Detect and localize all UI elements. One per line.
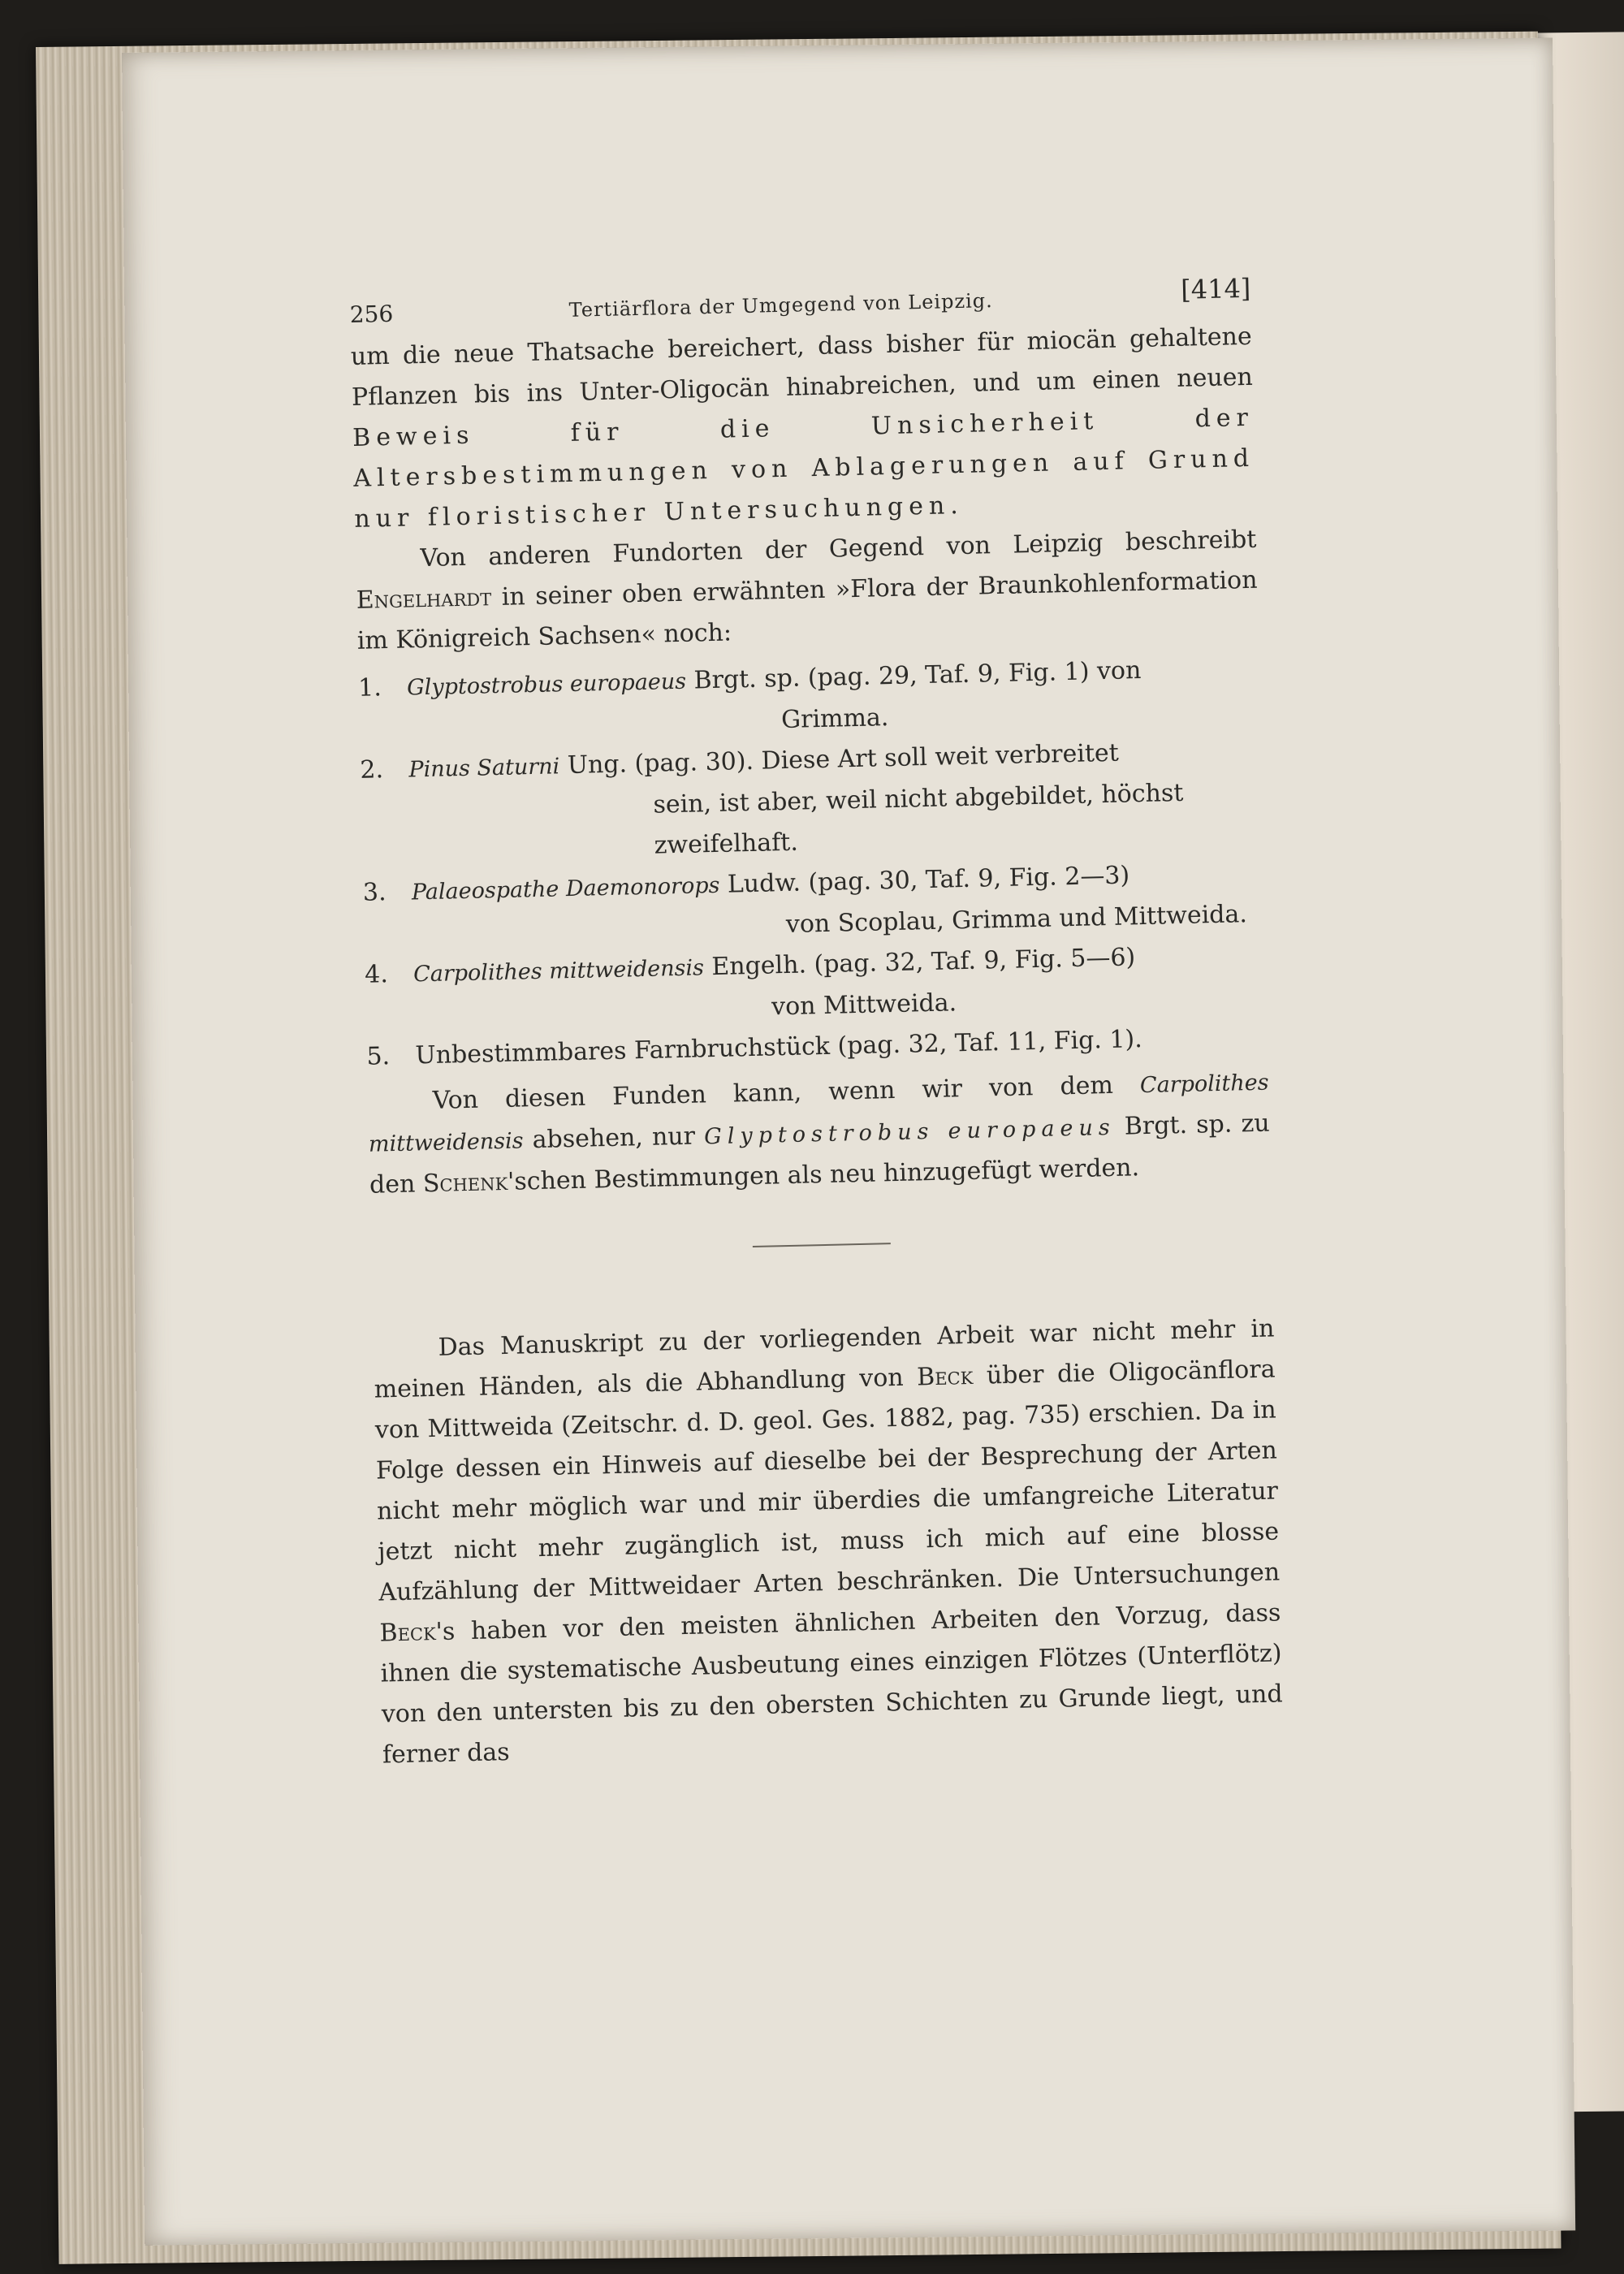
- paragraph-4-text-b: über die Oligocänflora von Mittweida (Zeitschr. d. D. geol. Ges. 1882, pag. 735) erschien. Da in Folge dessen ein Hinweis auf dieselbe bei der Besprechung der Arten nicht mehr möglich war und mir überdies die umfangreiche Literatur jetzt nicht mehr zugänglich ist, muss ich mich auf eine blosse Aufzählung der Mittweidaer Arten beschränken. Die Untersuchungen: [374, 1355, 1281, 1607]
- paragraph-3-text-c: Brgt. sp. zu den: [369, 1109, 1271, 1200]
- paragraph-2-text-a: Von anderen Fundorten der Gegend von Leipzig beschreibt: [420, 525, 1257, 573]
- species-name: Pinus Saturni: [408, 754, 560, 783]
- list-item-text: Ung. (pag. 30). Diese Art soll weit verbreitet: [559, 738, 1120, 780]
- paragraph-1-text: um die neue Thatsache bereichert, dass bisher für miocän gehaltene Pflanzen bis ins Unter-Oligocän hinabreichen, und um einen neuen: [350, 322, 1254, 412]
- paragraph-1: [350, 317, 1255, 540]
- author-beck: Beck: [379, 1618, 437, 1648]
- paragraph-3-text-a: Von diesen Funden kann, wenn wir von dem: [432, 1070, 1141, 1115]
- section-divider: [753, 1243, 891, 1247]
- species-list: [358, 648, 1268, 1078]
- paragraph-2-text-b: in seiner oben erwähnten »Flora der Braunkohlenformation im Königreich Sachsen« noch:: [356, 565, 1258, 655]
- paragraph-4-text-a: Das Manuskript zu der vorliegenden Arbeit war nicht mehr in meinen Händen, als die Abhandlung von: [374, 1314, 1275, 1404]
- list-item-text: Engelh. (pag. 32, Taf. 9, Fig. 5—6): [703, 943, 1136, 982]
- author-beck: Beck: [916, 1361, 974, 1392]
- species-name: Glyptostrobus europaeus: [703, 1114, 1116, 1150]
- paragraph-3-text-d: 'schen Bestimmungen als neu hinzugefügt werden.: [507, 1153, 1140, 1196]
- paragraph-3: [367, 1062, 1271, 1206]
- species-name: Carpolithes mittweidensis: [368, 1070, 1269, 1157]
- list-item-continuation: Grimma.: [780, 703, 889, 735]
- species-name: Glyptostrobus europaeus: [406, 668, 687, 701]
- paragraph-2: [355, 520, 1259, 662]
- list-item-number: 5.: [366, 1042, 391, 1071]
- list-item-number: 2.: [360, 755, 384, 785]
- list-item-continuation: sein, ist aber, weil nicht abgebildet, höchst zweifelhaft.: [653, 778, 1184, 860]
- list-item-continuation: von Scoplau, Grimma und Mittweida.: [785, 900, 1248, 939]
- paragraph-1-spaced-text: Beweis für die Unsicherheit der Altersbestimmungen von Ablagerungen auf Grund nur floristischer Untersuchungen.: [352, 403, 1255, 534]
- list-item-number: 1.: [357, 673, 382, 703]
- species-name: Carpolithes mittweidensis: [412, 955, 705, 988]
- list-item-text: Brgt. sp. (pag. 29, Taf. 9, Fig. 1) von: [685, 655, 1142, 695]
- list-item: [360, 730, 1263, 873]
- list-item-text: Ludw. (pag. 30, Taf. 9, Fig. 2—3): [719, 861, 1130, 899]
- original-page-number: [414]: [1180, 272, 1251, 305]
- author-engelhardt: Engelhardt: [356, 583, 492, 615]
- list-item-number: 3.: [362, 878, 387, 907]
- paragraph-3-text-b: absehen, nur: [523, 1122, 705, 1155]
- paragraph-4: [373, 1308, 1284, 1775]
- page-text-block: [349, 268, 1284, 1776]
- paragraph-4-text-c: 's haben vor den meisten ähnlichen Arbeiten den Vorzug, dass ihnen die systematische Ausbeutung eines einzigen Flötzes (Unterflötz) von den untersten bis zu den obersten Schichten zu Grunde liegt, und ferner das: [380, 1598, 1283, 1770]
- species-name: Palaeospathe Daemonorops: [411, 872, 720, 906]
- running-title: Tertiärflora der Umgegend von Leipzig.: [568, 289, 994, 322]
- list-item-continuation: von Mittweida.: [771, 988, 957, 1022]
- list-item-number: 4.: [364, 960, 389, 989]
- page-number: 256: [349, 300, 394, 328]
- list-item-text: Unbestimmbares Farnbruchstück (pag. 32, Taf. 11, Fig. 1).: [415, 1025, 1143, 1070]
- author-schenk: Schenk: [422, 1167, 508, 1199]
